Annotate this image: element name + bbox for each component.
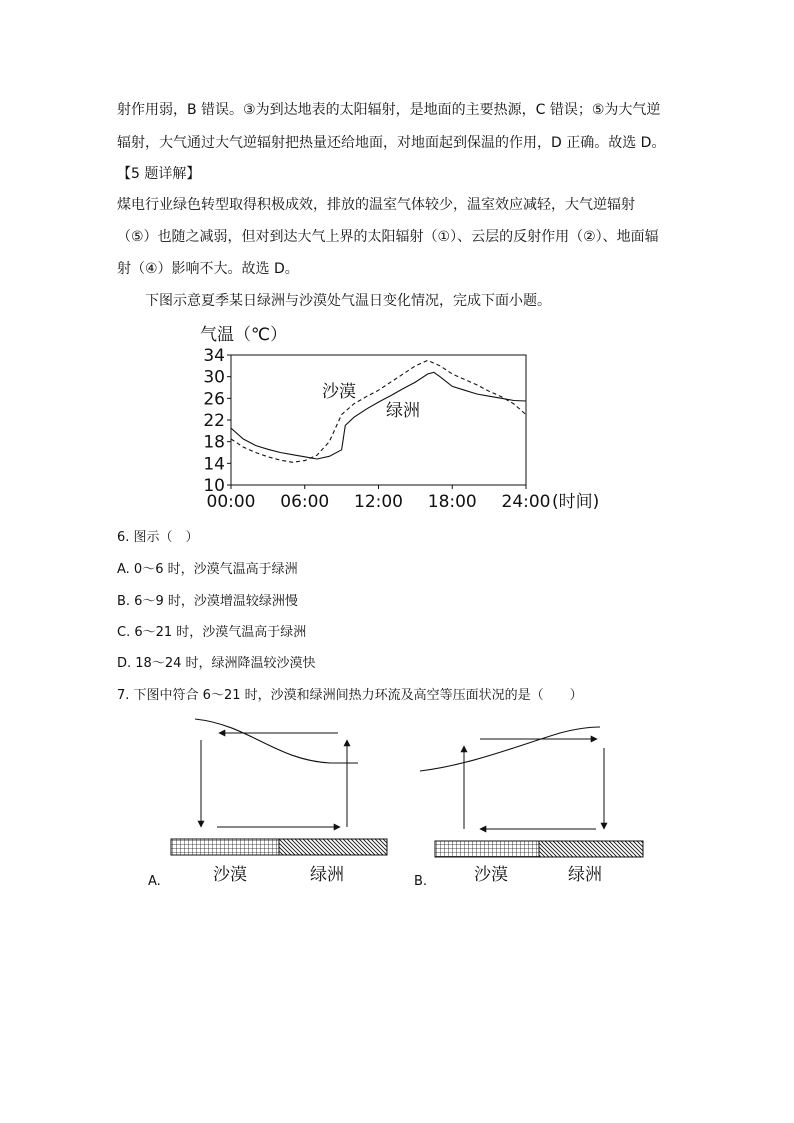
plot-frame [231, 355, 526, 485]
explanation-line-5: 射（④）影响不大。故选 D。 [117, 261, 299, 277]
desert-series-label: 沙漠 [322, 382, 356, 402]
diagram-a-oasis-label: 绿洲 [310, 865, 344, 885]
explanation-line-3: 煤电行业绿色转型取得积极成效，排放的温室气体较少，温室效应减轻，大气逆辐射 [117, 197, 635, 213]
y-tick-label: 34 [203, 346, 225, 366]
chart-intro: 下图示意夏季某日绿洲与沙漠处气温日变化情况，完成下面小题。 [145, 293, 551, 309]
circulation-diagrams [0, 700, 794, 900]
question-6-option-a: A. 0～6 时，沙漠气温高于绿洲 [117, 562, 298, 577]
oasis-ground-a [279, 839, 387, 855]
x-tick-label: 24:00 [501, 492, 551, 512]
y-tick-label: 26 [203, 389, 225, 410]
isobar-curve-a [195, 719, 358, 763]
x-tick-label: 00:00 [206, 492, 256, 512]
diagram-b-oasis-label: 绿洲 [568, 865, 602, 885]
diagram-b-letter: B. [414, 874, 428, 889]
temperature-chart [0, 0, 794, 530]
y-tick-label: 18 [203, 432, 225, 453]
oasis-ground-b [539, 841, 643, 857]
isobar-curve-b [420, 727, 600, 771]
y-tick-label: 30 [203, 367, 225, 388]
y-axis-label: 气温（℃） [200, 325, 288, 345]
y-tick-label: 10 [203, 476, 225, 496]
question-7-stem: 7. 下图中符合 6～21 时，沙漠和绿洲间热力环流及高空等压面状况的是（ ） [117, 688, 583, 703]
section-header: 【5 题详解】 [117, 166, 201, 182]
diagram-b-desert-label: 沙漠 [474, 865, 508, 885]
question-6-option-d: D. 18～24 时，绿洲降温较沙漠快 [117, 656, 316, 671]
y-tick-label: 14 [203, 454, 225, 475]
oasis-temperature-line [231, 372, 526, 459]
y-tick-label: 22 [203, 411, 225, 431]
oasis-series-label: 绿洲 [386, 401, 420, 421]
explanation-line-1: 射作用弱，B 错误。③为到达地表的太阳辐射，是地面的主要热源，C 错误；⑤为大气逆 [117, 102, 661, 118]
diagram-b [414, 727, 643, 889]
desert-ground-a [171, 839, 279, 855]
explanation-line-2: 辐射，大气通过大气逆辐射把热量还给地面，对地面起到保温的作用，D 正确。故选 D。 [117, 135, 666, 151]
x-axis-label: (时间) [552, 492, 600, 512]
question-6-option-c: C. 6～21 时，沙漠气温高于绿洲 [117, 625, 307, 640]
desert-ground-b [435, 841, 539, 857]
desert-temperature-line [231, 360, 526, 462]
diagram-a [148, 719, 387, 889]
x-tick-label: 18:00 [427, 492, 477, 512]
diagram-a-desert-label: 沙漠 [213, 865, 247, 885]
question-6-stem: 6. 图示（ ） [117, 530, 199, 545]
explanation-line-4: （⑤）也随之减弱，但对到达大气上界的太阳辐射（①）、云层的反射作用（②）、地面辐 [117, 229, 659, 245]
x-tick-label: 12:00 [354, 492, 403, 512]
x-tick-label: 06:00 [280, 492, 330, 512]
question-6-option-b: B. 6～9 时，沙漠增温较绿洲慢 [117, 594, 298, 609]
diagram-a-letter: A. [148, 874, 161, 889]
